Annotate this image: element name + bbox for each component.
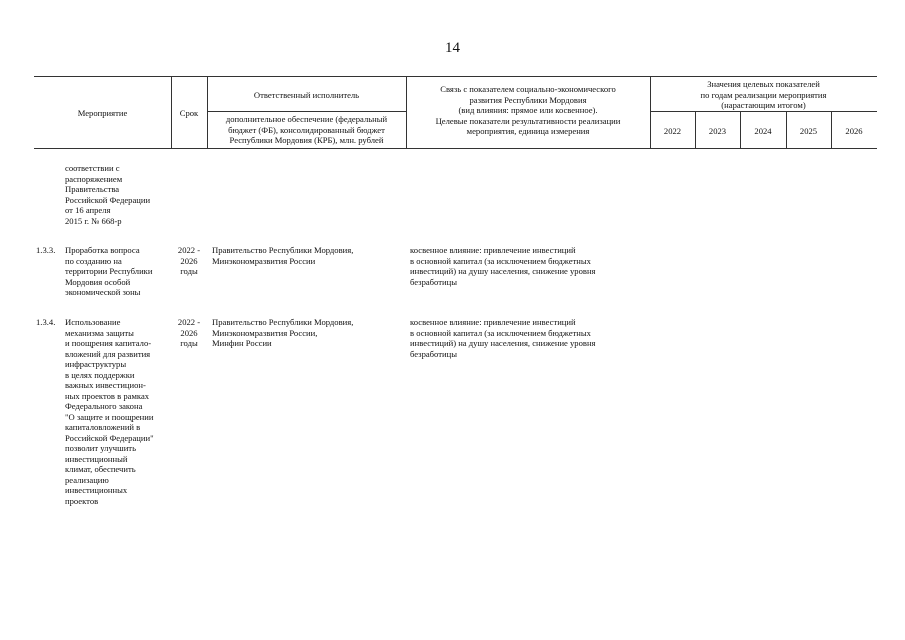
row-executor: Правительство Республики Мордовия, Минэкономразвития России — [212, 245, 354, 266]
row-indicator: косвенное влияние: привлечение инвестиций в основной капитал (за исключением бюджетных инвестиций) на душу населения, снижение уровня безработицы — [410, 317, 596, 359]
row-number: 1.3.3. — [36, 245, 56, 255]
table-top-border — [34, 76, 877, 77]
continuation-text: соответствии с распоряжением Правительства Российской Федерации от 16 апреля 2015 г. № 668-р — [65, 163, 151, 226]
header-bottom-border — [34, 148, 877, 149]
page-number: 14 — [445, 40, 460, 56]
year-header: 2026 — [845, 126, 863, 136]
year-header: 2022 — [663, 126, 682, 136]
header-term: Срок — [179, 108, 199, 118]
header-indicator-link: Связь с показателем социально-экономического развития Республики Мордовия (вид влияния: прямое или косвенное). Целевые показатели результативности реализации мероприятия, единица измерения — [435, 84, 621, 136]
header-targets: Значения целевых показателей по годам реализации мероприятия (нарастающим итогом) — [700, 79, 827, 110]
header-executor: Ответственный исполнитель — [253, 90, 360, 100]
row-activity: Использование механизма защиты и поощрения капитало- вложений для развития инфраструктуры в целях поддержки важных инвестицион- ных проектов в рамках Федерального закона "О защите и поощрении капиталовложений в Российской Федерации" позволит улучшить инвестиционный климат, обеспечить реализацию инвестиционных проектов — [65, 317, 154, 506]
row-term: 2022 - 2026 годы — [177, 317, 201, 348]
row-executor: Правительство Республики Мордовия, Минэкономразвития России, Минфин России — [212, 317, 354, 348]
row-activity: Проработка вопроса по созданию на территории Республики Мордовия особой экономической зоны — [65, 245, 153, 297]
row-term: 2022 - 2026 годы — [177, 245, 201, 276]
row-indicator: косвенное влияние: привлечение инвестиций в основной капитал (за исключением бюджетных инвестиций) на душу населения, снижение уровня безработицы — [410, 245, 596, 287]
year-header: 2025 — [799, 126, 818, 136]
header-inner-line-years — [650, 111, 877, 112]
year-header: 2023 — [708, 126, 727, 136]
year-header: 2024 — [754, 126, 772, 136]
row-number: 1.3.4. — [36, 317, 56, 327]
header-funding: дополнительное обеспечение (федеральный бюджет (ФБ), консолидированный бюджет Республики Мордовия (КРБ), млн. рублей — [225, 114, 388, 145]
header-activity: Мероприятие — [77, 108, 128, 118]
header-inner-line-funding — [207, 111, 406, 112]
